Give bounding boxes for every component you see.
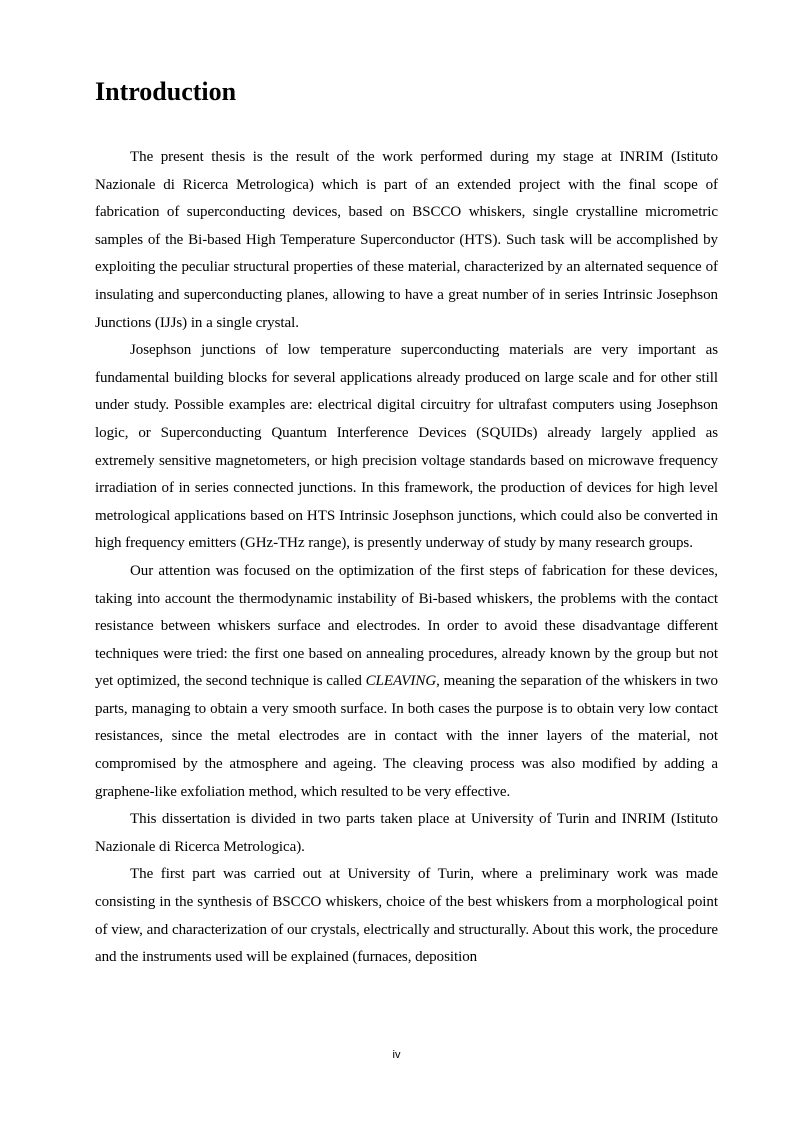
paragraph-5: The first part was carried out at University of Turin, where a preliminary work was made consisting in the synthesis of BSCCO whiskers, choice of the best whiskers from a morphological point of view, and characterization of our crystals, electrically and structurally. About this work, the procedure and the instruments used will be explained (furnaces, deposition [95, 866, 718, 966]
paragraph-4: This dissertation is divided in two parts taken place at University of Turin and INRIM (Istituto Nazionale di Ricerca Metrologica). [95, 811, 718, 855]
paragraph-3-text-after: , meaning the separation of the whiskers in two parts, managing to obtain a very smooth surface. In both cases the purpose is to obtain very low contact resistances, since the metal electrodes are in contact with the inner layers of the material, not compromised by the atmosphere and ageing. The cleaving process was also modified by adding a graphene-like exfoliation method, which resulted to be very effective. [95, 673, 718, 800]
body-text [95, 144, 718, 972]
page-number: iv [392, 1049, 401, 1061]
paragraph-3-emphasis: CLEAVING [365, 673, 437, 690]
paragraph-3-text-before: Our attention was focused on the optimization of the first steps of fabrication for these devices, taking into account the thermodynamic instability of Bi-based whiskers, the problems with the contact resistance between whiskers surface and electrodes. In order to avoid these disadvantage different techniques were tried: the first one based on annealing procedures, already known by the group but not yet optimized, the second technique is called [95, 562, 718, 690]
paragraph-3 [95, 558, 718, 806]
paragraph-1: The present thesis is the result of the work performed during my stage at INRIM (Istituto Nazionale di Ricerca Metrologica) which is part of an extended project with the final scope of fabrication of superconducting devices, based on BSCCO whiskers, single crystalline micrometric samples of the Bi-based High Temperature Superconductor (HTS). Such task will be accomplished by exploiting the peculiar structural properties of these material, characterized by an alternated sequence of insulating and superconducting planes, allowing to have a great number of in series Intrinsic Josephson Junctions (IJJs) in a single crystal. [95, 149, 718, 331]
chapter-heading: Introduction [95, 77, 237, 106]
paragraph-2: Josephson junctions of low temperature superconducting materials are very important as fundamental building blocks for several applications already produced on large scale and for other still under study. Possible examples are: electrical digital circuitry for ultrafast computers using Josephson logic, or Superconducting Quantum Interference Devices (SQUIDs) already largely applied as extremely sensitive magnetometers, or high precision voltage standards based on microwave frequency irradiation of in series connected junctions. In this framework, the production of devices for high level metrological applications based on HTS Intrinsic Josephson junctions, which could also be converted in high frequency emitters (GHz-THz range), is presently underway of study by many research groups. [95, 342, 718, 552]
